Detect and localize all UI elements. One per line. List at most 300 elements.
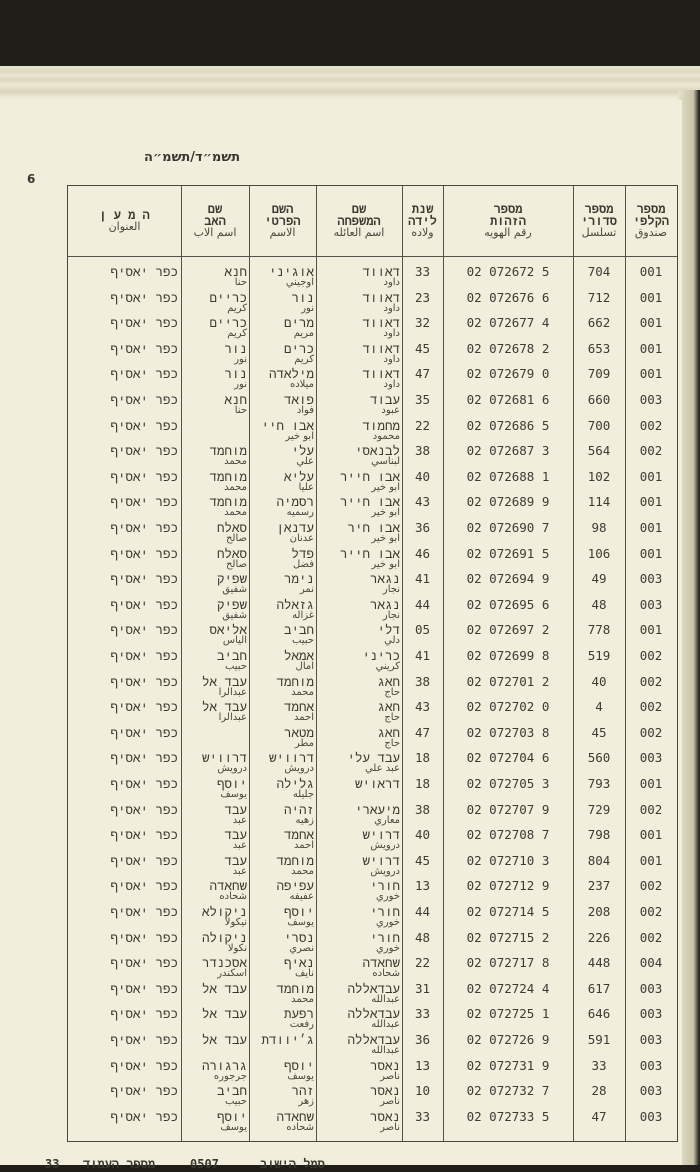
cell-year: 18 xyxy=(414,750,431,766)
cell-serial: 564 xyxy=(587,443,611,459)
cell-family: דרויש xyxy=(362,852,400,868)
cell-kalpi: 003 xyxy=(639,1032,663,1047)
cell-kalpi: 001 xyxy=(639,622,663,638)
cell-serial: 700 xyxy=(587,417,611,433)
cell-first: זהיה xyxy=(283,801,314,817)
cell-address: כפר יאסיף xyxy=(110,366,178,382)
document-page xyxy=(0,100,682,1171)
cell-serial: 448 xyxy=(587,955,611,971)
cell-family: דאווד xyxy=(362,289,400,305)
cell-first: מוחמד xyxy=(276,852,314,868)
header-address: ה מ ע ן العنوان xyxy=(99,208,150,233)
cell-father: עבד אל xyxy=(201,1032,247,1047)
cell-serial: 40 xyxy=(591,673,607,689)
cell-serial: 662 xyxy=(587,315,611,331)
cell-year: 05 xyxy=(414,622,431,638)
cell-father: מוחמד xyxy=(209,468,247,484)
cell-id: 02 072687 3 xyxy=(466,443,550,459)
cell-year: 33 xyxy=(414,1006,431,1022)
cell-first_ar: ابو خير xyxy=(285,430,314,442)
cell-father: דרוויש xyxy=(201,750,247,766)
cell-first_ar: محمد xyxy=(291,686,314,698)
cell-year: 22 xyxy=(414,955,431,971)
cell-family_ar: عبد علي xyxy=(364,763,400,775)
cell-family: אבו חיר xyxy=(347,520,400,535)
cell-first_ar: كريم xyxy=(294,353,314,365)
cell-family: נאסר xyxy=(369,1057,400,1073)
cell-first_ar: زهيه xyxy=(295,814,314,826)
cell-father_ar: نكولا xyxy=(227,942,247,954)
table-row xyxy=(68,648,677,674)
cell-id: 02 072703 8 xyxy=(466,724,550,740)
table-row xyxy=(68,290,677,316)
cell-father_ar: يوسف xyxy=(220,789,247,800)
cell-father: יוסף xyxy=(216,776,247,791)
cell-kalpi: 001 xyxy=(639,545,663,561)
cell-first_ar: اوجيني xyxy=(285,277,314,288)
table-row xyxy=(68,264,677,290)
cell-father: כריים xyxy=(209,289,247,305)
cell-father: מוחמד xyxy=(209,443,247,459)
cell-year: 41 xyxy=(414,648,431,663)
cell-serial: 237 xyxy=(587,878,611,894)
cell-kalpi: 002 xyxy=(639,417,663,433)
cell-address: כפר יאסיף xyxy=(110,571,178,587)
table-row xyxy=(68,878,677,904)
cell-id: 02 072732 7 xyxy=(466,1083,550,1099)
cell-year: 38 xyxy=(414,443,431,459)
cell-address: כפר יאסיף xyxy=(110,468,178,484)
cell-father: חנא xyxy=(224,392,247,407)
cell-father_ar: كريم xyxy=(227,328,247,340)
table-row xyxy=(68,1109,677,1135)
cell-father: ניקולא xyxy=(201,904,247,919)
cell-serial: 798 xyxy=(587,827,611,843)
cell-serial: 114 xyxy=(587,494,611,510)
cell-family_ar: دلي xyxy=(384,635,400,647)
table-row xyxy=(68,571,677,597)
cell-family_ar: ناصر xyxy=(380,1096,400,1108)
cell-first: מרים xyxy=(283,315,314,331)
cell-family_ar: نجار xyxy=(382,584,400,596)
cell-kalpi: 003 xyxy=(639,1006,663,1022)
cell-address: כפר יאסיף xyxy=(110,750,178,766)
table-row xyxy=(68,392,677,418)
cell-year: 47 xyxy=(414,724,431,740)
header-first-name: השם הפרטי الاسم xyxy=(264,202,301,239)
cell-father: עבד אל xyxy=(201,980,247,996)
cell-first_ar: محمد xyxy=(291,993,314,1005)
cell-first: נימר xyxy=(283,571,314,587)
cell-family: חורי xyxy=(369,878,400,894)
cell-serial: 560 xyxy=(587,750,611,766)
table-row xyxy=(68,315,677,341)
cell-id: 02 072725 1 xyxy=(466,1006,550,1022)
cell-year: 46 xyxy=(414,545,431,561)
cell-father_ar: عبدالرا xyxy=(218,712,247,724)
cell-kalpi: 001 xyxy=(639,366,663,382)
table-row xyxy=(68,418,677,444)
cell-address: כפר יאסיף xyxy=(110,724,178,740)
settlement-label: סמל הישוב xyxy=(260,1157,325,1171)
cell-family_ar: داود xyxy=(383,328,400,340)
table-row xyxy=(68,469,677,495)
cell-year: 10 xyxy=(414,1083,431,1099)
cell-address: כפר יאסיף xyxy=(110,289,178,305)
cell-kalpi: 003 xyxy=(639,750,663,766)
cell-id: 02 072695 6 xyxy=(466,596,550,612)
cell-first_ar: رسميه xyxy=(286,507,314,519)
cell-id: 02 072697 2 xyxy=(466,622,550,638)
cell-first: כרים xyxy=(283,340,314,356)
cell-family: שחאדה xyxy=(362,955,400,971)
cell-first: חביב xyxy=(283,622,314,638)
cell-first_ar: يوسف xyxy=(287,1070,314,1082)
cell-family: דאווד xyxy=(362,340,400,356)
cell-serial: 45 xyxy=(591,724,607,740)
cell-serial: 709 xyxy=(587,366,611,382)
cell-family: חורי xyxy=(369,904,400,919)
cell-family_ar: حاج xyxy=(384,737,400,749)
cell-father: אליאס xyxy=(209,622,247,638)
cell-kalpi: 002 xyxy=(639,443,663,459)
cell-address: כפר יאסיף xyxy=(110,264,178,279)
cell-id: 02 072726 9 xyxy=(466,1032,550,1047)
cell-address: כפר יאסיף xyxy=(110,622,178,638)
cell-father: עבד xyxy=(224,852,247,868)
cell-first: נסרי xyxy=(283,929,314,945)
cell-first: פדל xyxy=(291,545,314,561)
cell-address: כפר יאסיף xyxy=(110,1006,178,1022)
cell-year: 35 xyxy=(414,392,431,407)
cell-id: 02 072717 8 xyxy=(466,955,550,971)
cell-first: מוחמד xyxy=(276,980,314,996)
cell-serial: 712 xyxy=(587,289,611,305)
cell-address: כפר יאסיף xyxy=(110,520,178,535)
cell-family_ar: درويش xyxy=(370,840,400,852)
cell-year: 45 xyxy=(414,852,431,868)
cell-address: כפר יאסיף xyxy=(110,443,178,459)
cell-kalpi: 001 xyxy=(639,468,663,484)
cell-address: כפר יאסיף xyxy=(110,673,178,689)
cell-serial: 33 xyxy=(591,1057,607,1073)
cell-family_ar: عبدالله xyxy=(371,1045,400,1056)
cell-father: ניקולה xyxy=(201,929,247,945)
cell-kalpi: 003 xyxy=(639,980,663,996)
cell-id: 02 072701 2 xyxy=(466,673,550,689)
cell-id: 02 072678 2 xyxy=(466,340,550,356)
cell-father_ar: عبدالرا xyxy=(218,686,247,698)
cell-address: כפר יאסיף xyxy=(110,980,178,996)
table-row xyxy=(68,699,677,725)
cell-family_ar: خوري xyxy=(375,917,400,928)
cell-family_ar: داود xyxy=(383,277,400,288)
table-row xyxy=(68,597,677,623)
page-number: 6 xyxy=(27,172,36,186)
cell-family_ar: داود xyxy=(383,379,400,391)
table-row xyxy=(68,494,677,520)
cell-address: כפר יאסיף xyxy=(110,494,178,510)
table-row xyxy=(68,443,677,469)
cell-family_ar: داود xyxy=(383,353,400,365)
cell-father_ar: شفيق xyxy=(222,584,247,596)
cell-father_ar: حبيب xyxy=(224,1096,247,1108)
table-row xyxy=(68,853,677,879)
cell-serial: 4 xyxy=(595,699,603,715)
cell-father: חביב xyxy=(216,1083,247,1099)
cell-first_ar: احمد xyxy=(294,840,314,852)
cell-family: חאג xyxy=(377,673,400,689)
cell-family_ar: حاج xyxy=(384,712,400,724)
cell-id: 02 072724 4 xyxy=(466,980,550,996)
cell-family_ar: نجار xyxy=(382,609,400,621)
table-row xyxy=(68,776,677,802)
cell-first_ar: نمر xyxy=(299,584,314,596)
cell-id: 02 072714 5 xyxy=(466,904,550,919)
cell-serial: 519 xyxy=(587,648,611,663)
cell-id: 02 072690 7 xyxy=(466,520,550,535)
cell-kalpi: 003 xyxy=(639,571,663,587)
cell-family: דאווד xyxy=(362,366,400,382)
cell-id: 02 072681 6 xyxy=(466,392,550,407)
cell-father_ar: عبد xyxy=(232,840,247,852)
cell-year: 38 xyxy=(414,801,431,817)
cell-serial: 778 xyxy=(587,622,611,638)
cell-first: שחאדה xyxy=(276,1108,314,1124)
cell-father: נור xyxy=(224,340,247,356)
table-row xyxy=(68,1032,677,1058)
cell-father_ar: حنا xyxy=(234,277,247,288)
cell-year: 33 xyxy=(414,264,431,279)
cell-family_ar: شحاده xyxy=(372,968,400,980)
cell-first: מילאדה xyxy=(268,366,314,382)
cell-family: נגאר xyxy=(369,571,400,587)
cell-serial: 646 xyxy=(587,1006,611,1022)
cell-family: עבדאללה xyxy=(347,980,400,996)
cell-father_ar: يوسف xyxy=(220,1121,247,1133)
cell-address: כפר יאסיף xyxy=(110,596,178,612)
cell-year: 45 xyxy=(414,340,431,356)
cell-year: 13 xyxy=(414,1057,431,1073)
cell-father: סאלח xyxy=(216,520,247,535)
cell-family_ar: درويش xyxy=(370,865,400,877)
cell-father: סאלח xyxy=(216,545,247,561)
cell-father: שחאדה xyxy=(209,878,247,894)
cell-address: כפר יאסיף xyxy=(110,699,178,715)
cell-kalpi: 002 xyxy=(639,929,663,945)
table-row xyxy=(68,622,677,648)
cell-address: כפר יאסיף xyxy=(110,827,178,843)
table-row xyxy=(68,981,677,1007)
cell-first: עדנאן xyxy=(276,520,314,535)
cell-id: 02 072733 5 xyxy=(466,1108,550,1124)
cell-kalpi: 003 xyxy=(639,1057,663,1073)
cell-father_ar: اسكندر xyxy=(217,968,247,980)
cell-serial: 106 xyxy=(587,545,611,561)
cell-id: 02 072708 7 xyxy=(466,827,550,843)
cell-serial: 704 xyxy=(587,264,611,279)
cell-year: 41 xyxy=(414,571,431,587)
cell-id: 02 072699 8 xyxy=(466,648,550,663)
cell-family_ar: خوري xyxy=(375,942,400,954)
cell-family: דראויש xyxy=(354,776,400,791)
cell-first: אחמד xyxy=(283,699,314,715)
header-father-name: שם האב اسم الاب xyxy=(193,202,237,239)
table-row xyxy=(68,904,677,930)
cell-first_ar: فواد xyxy=(296,405,314,416)
table-row xyxy=(68,930,677,956)
cell-kalpi: 002 xyxy=(639,878,663,894)
cell-year: 44 xyxy=(414,596,431,612)
cell-father: מוחמד xyxy=(209,494,247,510)
cell-address: כפר יאסיף xyxy=(110,392,178,407)
cell-id: 02 072689 9 xyxy=(466,494,550,510)
cell-first_ar: نصري xyxy=(289,942,314,954)
cell-father_ar: عبد xyxy=(232,814,247,826)
cell-year: 38 xyxy=(414,673,431,689)
cell-year: 31 xyxy=(414,980,431,996)
cell-first: יוסף xyxy=(283,904,314,919)
cell-father: כריים xyxy=(209,315,247,331)
cell-father: עבד אל xyxy=(201,1006,247,1022)
cell-serial: 793 xyxy=(587,776,611,791)
cell-first: גלילה xyxy=(276,776,314,791)
cell-father_ar: كريم xyxy=(227,302,247,314)
cell-family: חורי xyxy=(369,929,400,945)
voter-table xyxy=(67,185,678,1142)
cell-id: 02 072694 9 xyxy=(466,571,550,587)
cell-family_ar: ابو خير xyxy=(371,507,400,519)
cell-family_ar: لبناسي xyxy=(371,456,400,468)
cell-serial: 226 xyxy=(587,929,611,945)
cell-father_ar: صالح xyxy=(225,558,247,570)
cell-id: 02 072686 5 xyxy=(466,417,550,433)
cell-family: חאג xyxy=(377,724,400,740)
cell-year: 13 xyxy=(414,878,431,894)
cell-kalpi: 001 xyxy=(639,315,663,331)
cell-year: 32 xyxy=(414,315,431,331)
cell-serial: 102 xyxy=(587,468,611,484)
cell-family_ar: داود xyxy=(383,302,400,314)
cell-father_ar: نيكولا xyxy=(224,917,247,928)
cell-first: עלי xyxy=(291,443,314,459)
table-row xyxy=(68,725,677,751)
cell-family_ar: ناصر xyxy=(380,1121,400,1133)
cell-address: כפר יאסיף xyxy=(110,776,178,791)
header-serial: מספר סדורי تسلسل xyxy=(580,202,617,239)
table-row xyxy=(68,520,677,546)
cell-serial: 660 xyxy=(587,392,611,407)
cell-first: נור xyxy=(291,289,314,305)
cell-id: 02 072679 0 xyxy=(466,366,550,382)
cell-first: אבו חיי xyxy=(261,417,314,433)
cell-first: דרוויש xyxy=(268,750,314,766)
cell-first_ar: احمد xyxy=(294,712,314,724)
cell-first_ar: شحاده xyxy=(286,1121,314,1133)
cell-father_ar: محمد xyxy=(224,456,247,468)
header-divider xyxy=(68,256,677,257)
cell-kalpi: 001 xyxy=(639,776,663,791)
cell-kalpi: 004 xyxy=(639,955,663,971)
cell-address: כפר יאסיף xyxy=(110,1057,178,1073)
cell-year: 43 xyxy=(414,699,431,715)
cell-father_ar: حنا xyxy=(234,405,247,416)
cell-kalpi: 003 xyxy=(639,1108,663,1124)
cell-first: יוסף xyxy=(283,1057,314,1073)
header-family-name: שם המשפחה اسم العائله xyxy=(333,202,385,239)
cell-first: עליא xyxy=(283,468,314,484)
cell-id: 02 072712 9 xyxy=(466,878,550,894)
cell-address: כפר יאסיף xyxy=(110,648,178,663)
cell-address: כפר יאסיף xyxy=(110,1108,178,1124)
document-title: תשמ״ד/תשמ״ה xyxy=(144,150,241,165)
cell-first: אמאל xyxy=(283,648,314,663)
cell-id: 02 072691 5 xyxy=(466,545,550,561)
cell-kalpi: 003 xyxy=(639,392,663,407)
cell-id: 02 072710 3 xyxy=(466,852,550,868)
cell-family: חאג xyxy=(377,699,400,715)
cell-first: מטאר xyxy=(283,724,314,740)
cell-id: 02 072672 5 xyxy=(466,264,550,279)
cell-father_ar: الياس xyxy=(222,635,247,647)
page-label: מספר העמוד xyxy=(83,1157,156,1171)
table-row xyxy=(68,1006,677,1032)
cell-kalpi: 001 xyxy=(639,264,663,279)
cell-address: כפר יאסיף xyxy=(110,929,178,945)
cell-father_ar: محمد xyxy=(224,507,247,519)
cell-family: עבדאללה xyxy=(347,1032,400,1047)
cell-family: אבו חייר xyxy=(339,545,400,561)
cell-family: נאסר xyxy=(369,1108,400,1124)
cell-family_ar: ابو خير xyxy=(371,533,400,544)
cell-id: 02 072704 6 xyxy=(466,750,550,766)
cell-year: 48 xyxy=(414,929,431,945)
cell-first_ar: علي xyxy=(296,456,314,468)
cell-kalpi: 002 xyxy=(639,904,663,919)
cell-father: עבד אל xyxy=(201,673,247,689)
cell-year: 44 xyxy=(414,904,431,919)
cell-family: עבוד xyxy=(369,392,400,407)
cell-first: ג׳יוודת xyxy=(261,1032,314,1047)
cell-serial: 49 xyxy=(591,571,607,587)
cell-first_ar: غزاله xyxy=(292,609,314,621)
cell-first: פואד xyxy=(283,392,314,407)
cell-address: כפר יאסיף xyxy=(110,340,178,356)
table-row xyxy=(68,366,677,392)
cell-first_ar: نايف xyxy=(295,968,314,980)
cell-kalpi: 001 xyxy=(639,340,663,356)
table-row xyxy=(68,674,677,700)
cell-first_ar: فضل xyxy=(292,558,314,570)
cell-kalpi: 002 xyxy=(639,801,663,817)
cell-first: נאיף xyxy=(283,955,314,971)
cell-family_ar: محمود xyxy=(372,430,400,442)
cell-serial: 617 xyxy=(587,980,611,996)
cell-father: שפיק xyxy=(216,596,247,612)
cell-father_ar: جرجوره xyxy=(213,1070,247,1082)
cell-year: 36 xyxy=(414,1032,431,1047)
cell-first_ar: مطر xyxy=(294,737,314,749)
cell-address: כפר יאסיף xyxy=(110,1032,178,1047)
cell-first: זהר xyxy=(291,1083,314,1099)
cell-family: כריני xyxy=(362,648,400,663)
cell-family_ar: حاج xyxy=(384,686,400,698)
cell-father: אסכנדר xyxy=(201,955,247,971)
cell-father_ar: محمد xyxy=(224,481,247,493)
cell-father_ar: عبد xyxy=(232,865,247,877)
cell-first_ar: حبيب xyxy=(291,635,314,647)
cell-id: 02 072676 6 xyxy=(466,289,550,305)
